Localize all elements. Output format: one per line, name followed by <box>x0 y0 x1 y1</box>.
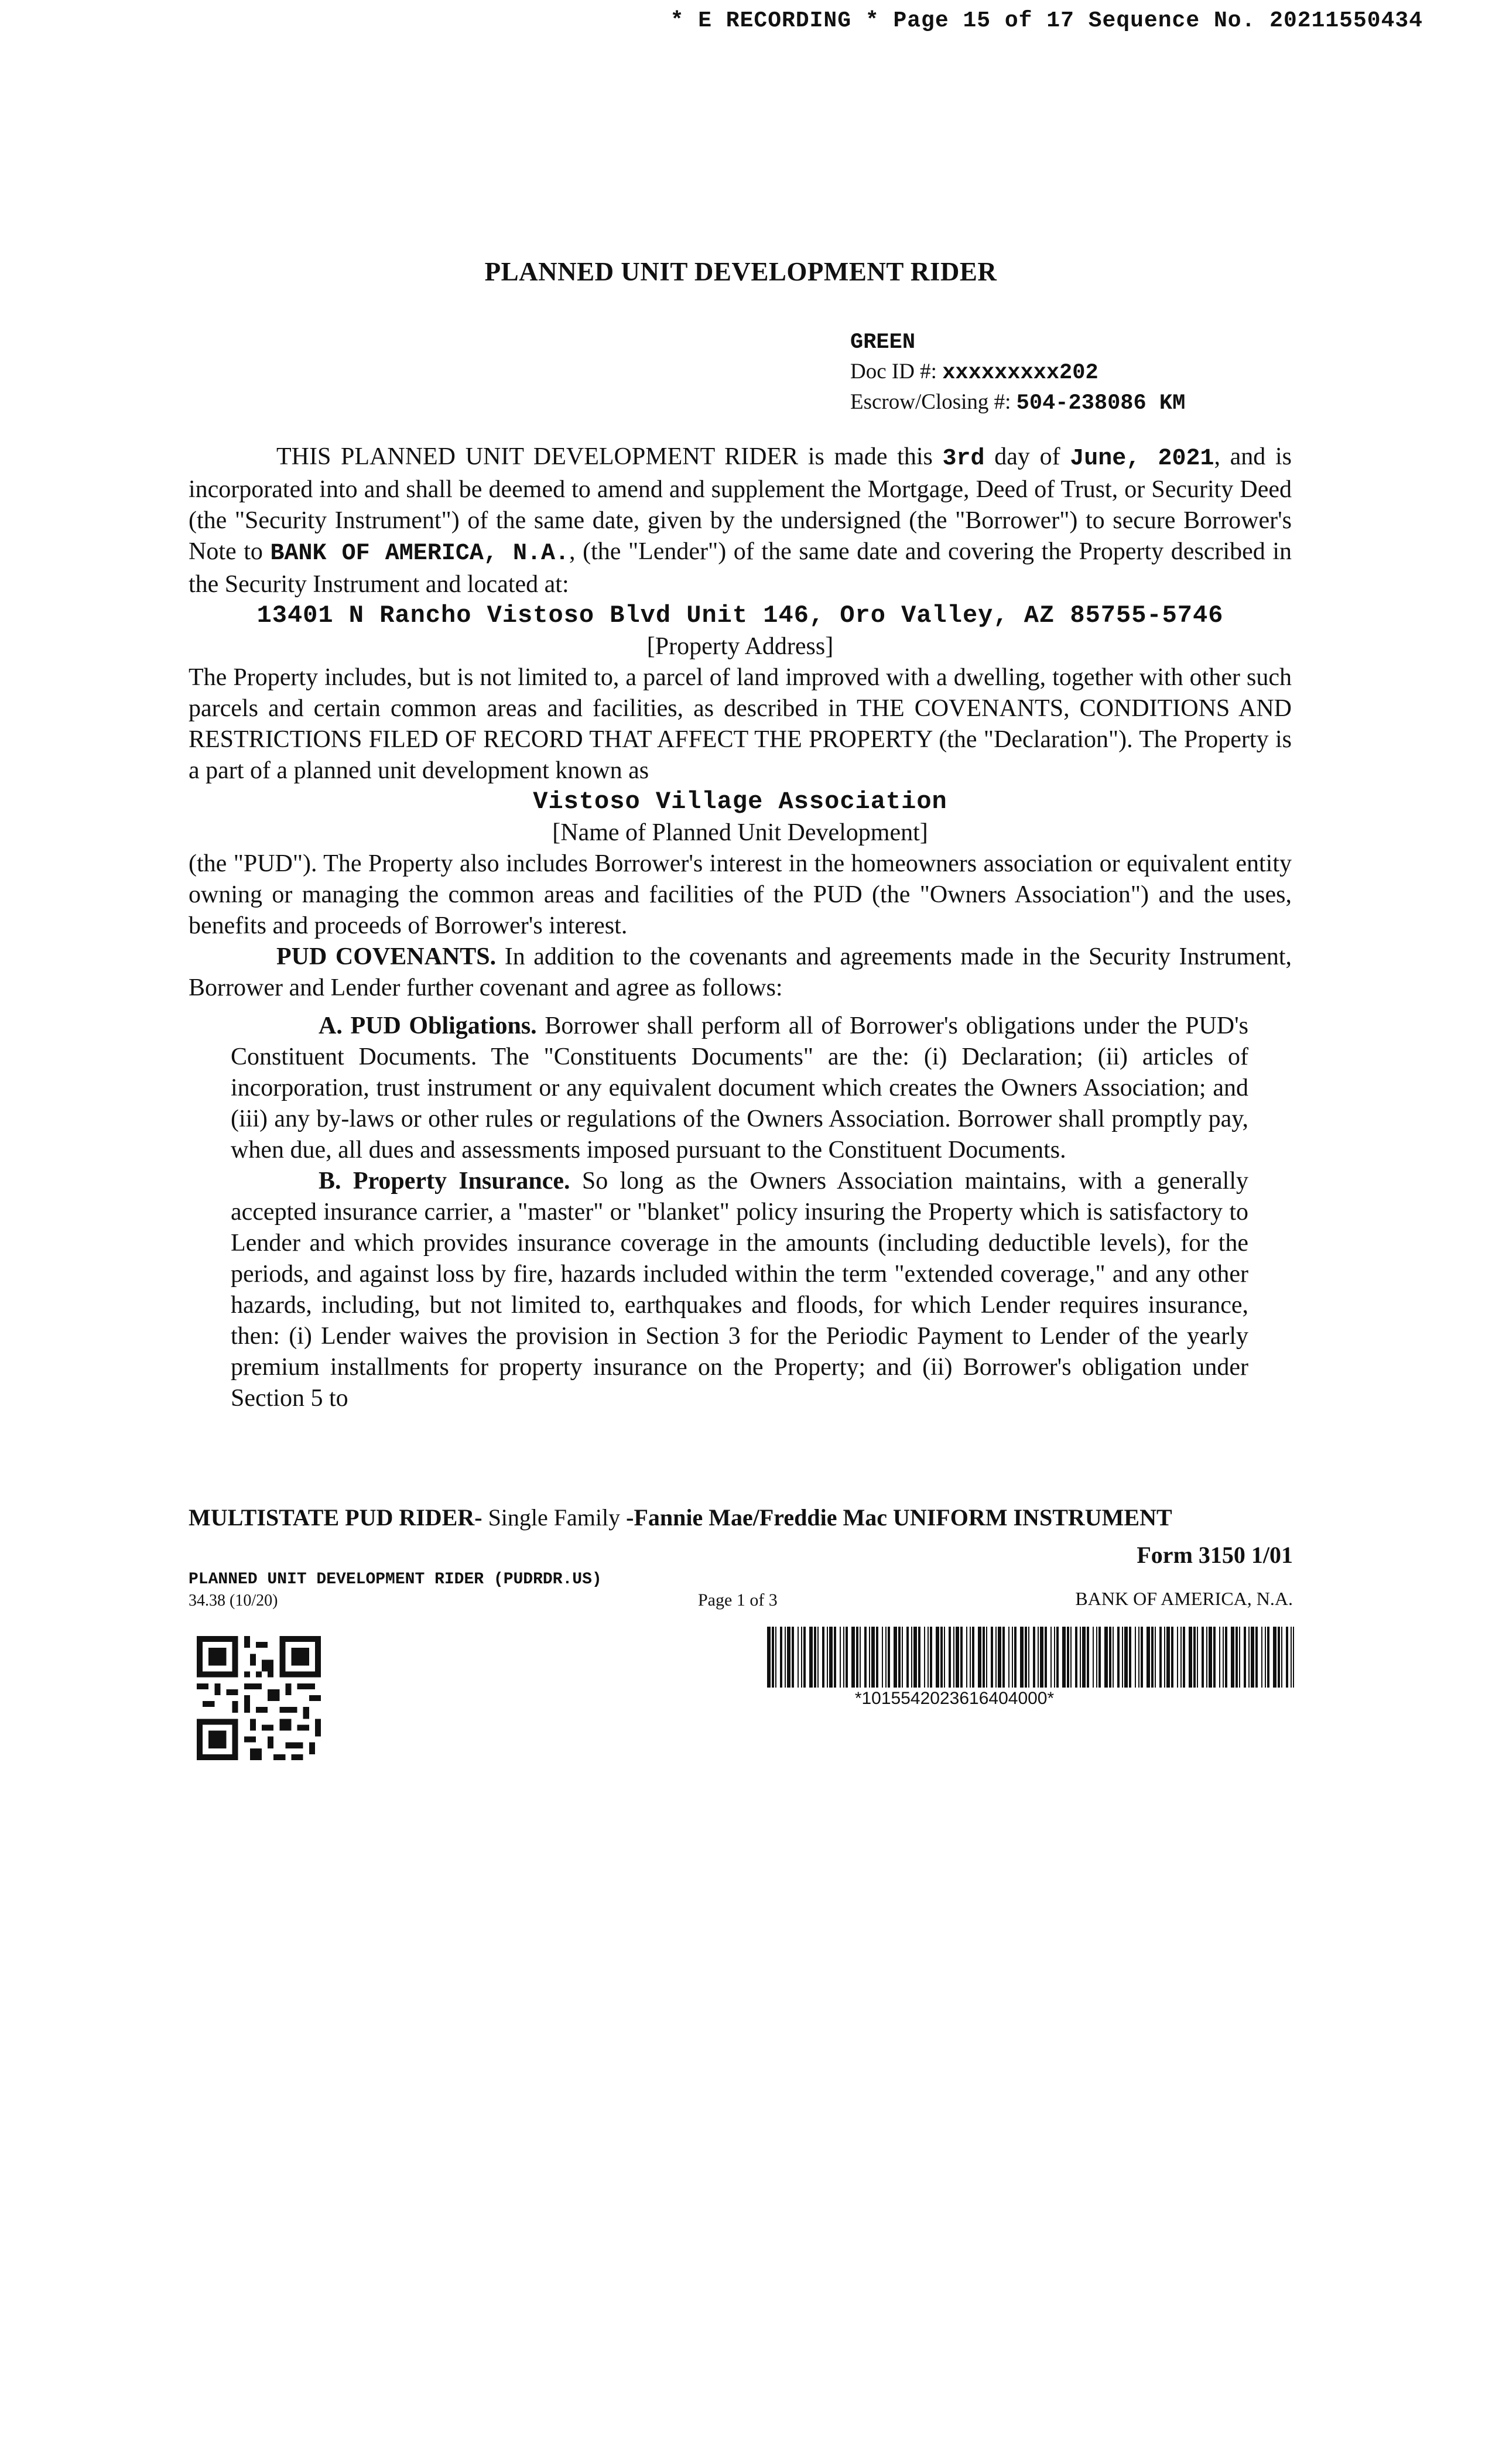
escrow-value: 504-238086 KM <box>1016 391 1186 416</box>
covenants-heading: PUD COVENANTS. <box>276 943 497 970</box>
recording-header: * E RECORDING * Page 15 of 17 Sequence No. 20211550434 <box>670 8 1423 33</box>
pud-name-caption: [Name of Planned Unit Development] <box>552 819 928 846</box>
pud-paragraph: (the "PUD"). The Property also includes Borrower's interest in the homeowners association or equivalent entity owning or managing the common areas and facilities of the PUD (the "Owners Association") and the uses, benefits and proceeds of Borrower's interest. <box>189 850 1292 939</box>
barcode-number: *1015542023616404000* <box>854 1689 1055 1708</box>
form-version: 34.38 (10/20) <box>189 1592 278 1610</box>
footer-instrument-line <box>189 1504 1172 1531</box>
form-number: Form 3150 1/01 <box>1137 1542 1293 1568</box>
footer-codes <box>189 1569 602 1611</box>
covenant-b-text: So long as the Owners Association maintains, with a generally accepted insurance carrier, a "master" or "blanket" policy insuring the Property which is satisfactory to Lender and which provides insurance coverage in the amounts (including deductible levels), for the periods, and against loss by fire, hazards included within the term "extended coverage," and any other hazards, including, but not limited to, earthquakes and floods, for which Lender requires insurance, then: (i) Lender waives the provision in Section 3 for the Periodic Payment to Lender of the yearly premium installments for property insurance on the Property; and (ii) Borrower's obligation under Section 5 to <box>231 1168 1248 1412</box>
reference-block <box>850 328 1185 418</box>
doc-id-value: xxxxxxxxx202 <box>942 361 1098 385</box>
form-code: PLANNED UNIT DEVELOPMENT RIDER (PUDRDR.US) <box>189 1570 602 1589</box>
borrower-name: GREEN <box>850 330 916 355</box>
escrow-line <box>850 388 1185 418</box>
intro-text-b: day of <box>984 443 1070 470</box>
rider-day: 3rd <box>942 446 985 472</box>
doc-id-label: Doc ID #: <box>850 360 937 384</box>
footer-bank-name: BANK OF AMERICA, N.A. <box>1075 1588 1293 1609</box>
covenants-list <box>189 1011 1248 1414</box>
barcode-icon <box>767 1627 1294 1688</box>
lender-name: BANK OF AMERICA, N.A. <box>270 540 569 567</box>
covenant-b-heading: B. Property Insurance. <box>319 1168 570 1195</box>
intro-text-a: THIS PLANNED UNIT DEVELOPMENT RIDER is made this <box>276 443 943 470</box>
document-title: PLANNED UNIT DEVELOPMENT RIDER <box>484 257 997 286</box>
pud-name: Vistoso Village Association <box>533 788 947 816</box>
intro-text-c: , and is incorporated into and shall be deemed to amend and supplement the Mortgage, Deed of Trust, or Security Deed (the "Security Instrument") of the same date, given by the undersigned (the "Borrower") to secure Borrower's Note to <box>189 443 1292 565</box>
covenant-b <box>231 1166 1248 1414</box>
footer-uniform: -Fannie Mae/Freddie Mac UNIFORM INSTRUMENT <box>626 1504 1172 1531</box>
property-description-paragraph: The Property includes, but is not limited to, a parcel of land improved with a dwelling, together with other such parcels and certain common areas and facilities, as described in THE COVENANTS, CONDITIONS AND RESTRICTIONS FILED OF RECORD THAT AFFECT THE PROPERTY (the "Declaration"). The Property is a part of a planned unit development known as <box>189 664 1292 784</box>
rider-body <box>189 442 1292 1414</box>
intro-paragraph <box>189 442 1292 600</box>
escrow-label: Escrow/Closing #: <box>850 390 1011 414</box>
covenant-a-text: Borrower shall perform all of Borrower's obligations under the PUD's Constituent Documents. The "Constituents Documents" are the: (i) Declaration; (ii) articles of incorporation, trust instrument or any equivalent document which creates the Owners Association; and (iii) any by-laws or other rules or regulations of the Owners Association. Borrower shall promptly pay, when due, all dues and assessments imposed pursuant to the Constituent Documents. <box>231 1012 1248 1163</box>
property-address-caption: [Property Address] <box>646 633 834 660</box>
covenants-intro <box>189 942 1292 1004</box>
footer-rider-type: MULTISTATE PUD RIDER- <box>189 1504 482 1531</box>
property-address: 13401 N Rancho Vistoso Blvd Unit 146, Oro Valley, AZ 85755-5746 <box>256 601 1224 629</box>
covenant-a <box>231 1011 1248 1166</box>
qr-code-icon <box>197 1636 321 1760</box>
covenant-a-heading: A. PUD Obligations. <box>319 1012 537 1039</box>
doc-id-line <box>850 357 1185 388</box>
rider-month-year: June, 2021 <box>1070 446 1214 472</box>
footer-family: Single Family <box>482 1504 627 1531</box>
covenants-lead: In addition to the covenants and agreements made in the Security Instrument, Borrower and Lender further covenant and agree as follows: <box>189 943 1292 1001</box>
page-number: Page 1 of 3 <box>698 1590 778 1610</box>
intro-text-d: , (the "Lender") of the same date and covering the Property described in the Security Instrument and located at: <box>189 538 1292 598</box>
